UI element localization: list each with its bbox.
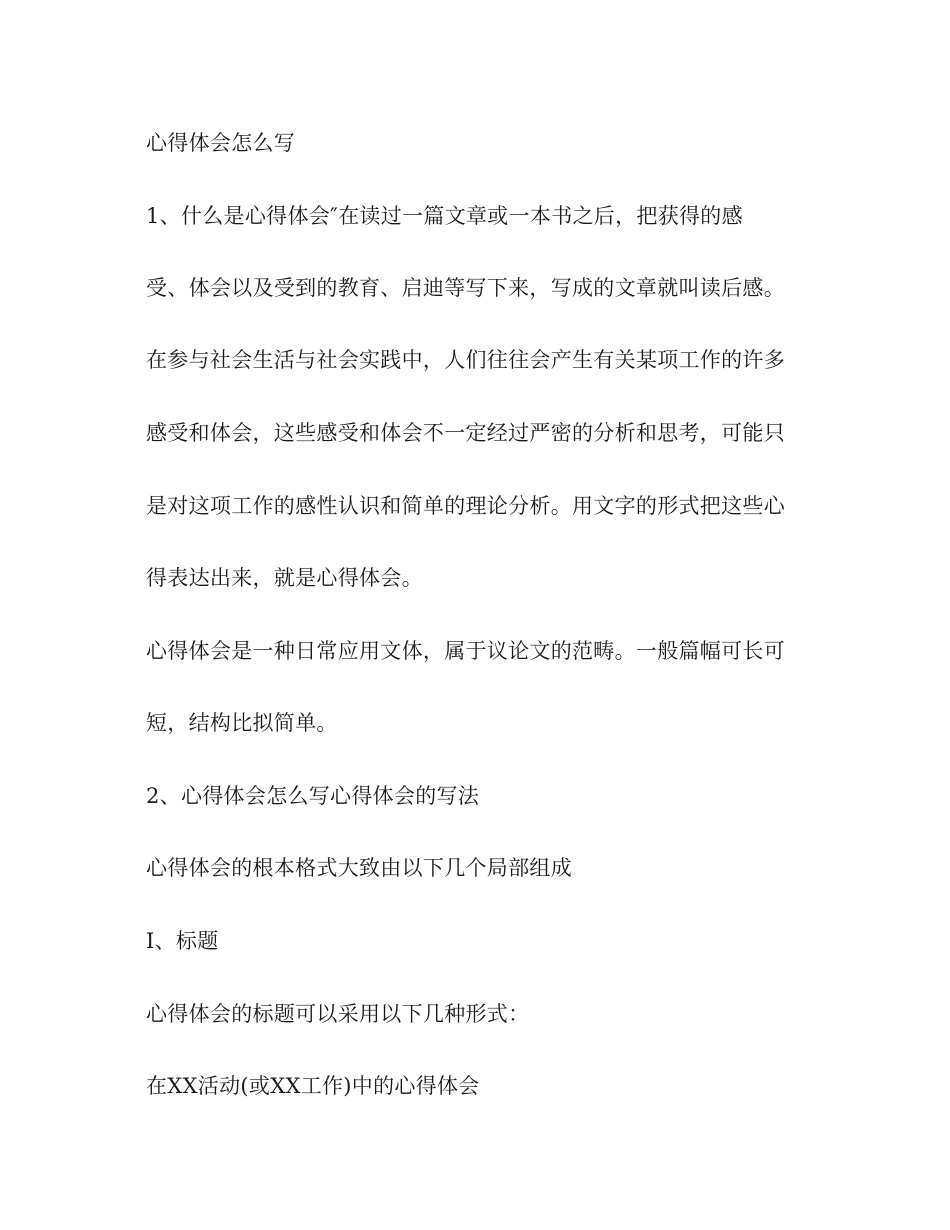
paragraph-line: 受、体会以及受到的教育、启迪等写下来，写成的文章就叫读后感。 bbox=[146, 276, 785, 300]
paragraph-line: 在参与社会生活与社会实践中，人们往往会产生有关某项工作的许多 bbox=[146, 348, 785, 372]
paragraph-line: 短，结构比拟简单。 bbox=[146, 711, 338, 735]
paragraph-line: 在XX活动(或XX工作)中的心得体会 bbox=[146, 1074, 480, 1098]
paragraph-line: 得表达出来，就是心得体会。 bbox=[146, 566, 423, 590]
subsection-heading: I、标题 bbox=[146, 929, 219, 953]
paragraph-line: 心得体会是一种日常应用文体，属于议论文的范畴。一般篇幅可长可 bbox=[146, 639, 785, 663]
paragraph-line: 心得体会的根本格式大致由以下几个局部组成 bbox=[146, 856, 572, 880]
section-heading: 2、心得体会怎么写心得体会的写法 bbox=[146, 784, 480, 808]
paragraph-line: 心得体会的标题可以采用以下几种形式： bbox=[146, 1002, 530, 1026]
paragraph-line: 感受和体会，这些感受和体会不一定经过严密的分析和思考，可能只 bbox=[146, 421, 785, 445]
paragraph-line: 1、什么是心得体会″在读过一篇文章或一本书之后，把获得的感 bbox=[146, 204, 743, 228]
document-title: 心得体会怎么写 bbox=[146, 131, 296, 155]
paragraph-line: 是对这项工作的感性认识和简单的理论分析。用文字的形式把这些心 bbox=[146, 494, 785, 518]
